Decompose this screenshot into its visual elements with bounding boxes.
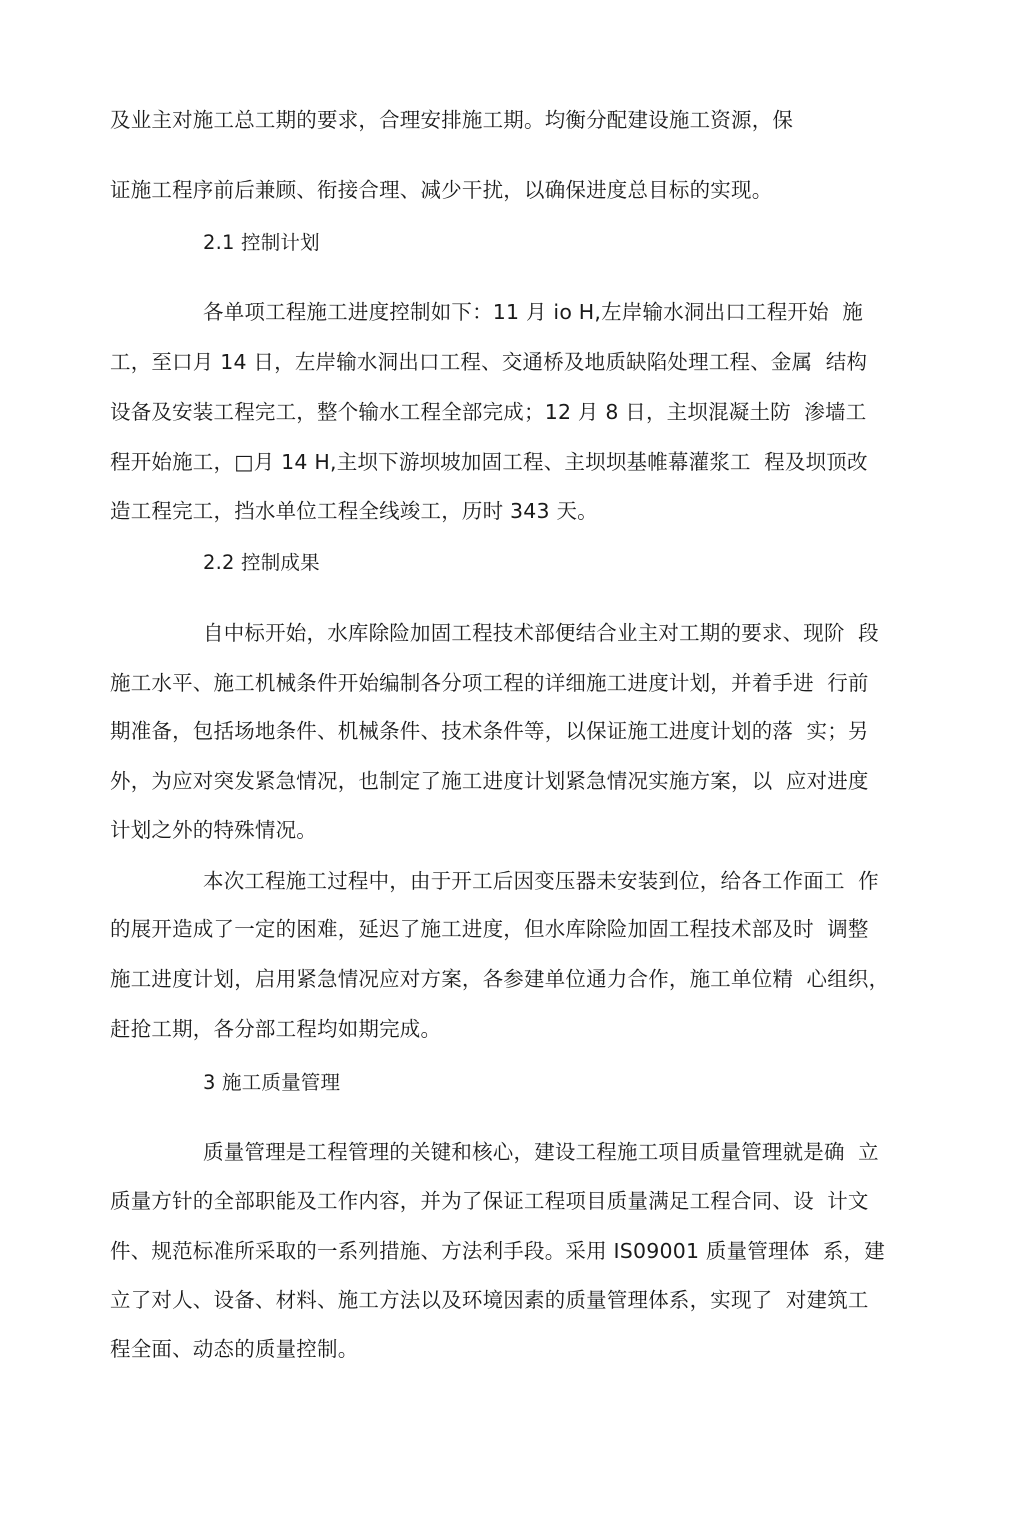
paragraph-line: 及业主对施工总工期的要求，合理安排施工期。均衡分配建设施工资源，保 [110, 108, 794, 132]
section-heading: 2.1 控制计划 [203, 231, 320, 254]
paragraph-line: 的展开造成了一定的困难，延迟了施工进度，但水库除险加固工程技术部及时 调整 [110, 917, 869, 941]
paragraph-line: 质量方针的全部职能及工作内容，并为了保证工程项目质量满足工程合同、设 计文 [110, 1189, 869, 1213]
paragraph-line: 件、规范标准所采取的一系列措施、方法利手段。采用 IS09001 质量管理体 系，建 [110, 1239, 885, 1263]
paragraph-line: 设备及安装工程完工，整个输水工程全部完成；12 月 8 日，主坝混凝土防 渗墙工 [110, 400, 867, 424]
paragraph-line: 各单项工程施工进度控制如下：11 月 io H,左岸输水洞出口工程开始 施 [203, 300, 863, 324]
paragraph-line: 计划之外的特殊情况。 [110, 818, 317, 842]
section-heading: 3 施工质量管理 [203, 1071, 341, 1094]
section-heading: 2.2 控制成果 [203, 551, 320, 574]
paragraph-line: 程开始施工，□月 14 H,主坝下游坝坡加固工程、主坝坝基帷幕灌浆工 程及坝顶改 [110, 450, 868, 474]
paragraph-line: 赶抢工期，各分部工程均如期完成。 [110, 1017, 442, 1041]
paragraph-line: 造工程完工，挡水单位工程全线竣工，历时 343 天。 [110, 499, 598, 523]
paragraph-line: 证施工程序前后兼顾、衔接合理、减少干扰，以确保进度总目标的实现。 [110, 178, 773, 202]
paragraph-line: 质量管理是工程管理的关键和核心，建设工程施工项目质量管理就是确 立 [203, 1140, 879, 1164]
paragraph-line: 期准备，包括场地条件、机械条件、技术条件等，以保证施工进度计划的落 实；另 [110, 719, 869, 743]
paragraph-line: 外，为应对突发紧急情况，也制定了施工进度计划紧急情况实施方案，以 应对进度 [110, 769, 869, 793]
paragraph-line: 工，至口月 14 日，左岸输水洞出口工程、交通桥及地质缺陷处理工程、金属 结构 [110, 350, 868, 374]
paragraph-line: 立了对人、设备、材料、施工方法以及环境因素的质量管理体系，实现了 对建筑工 [110, 1288, 869, 1312]
paragraph-line: 本次工程施工过程中，由于开工后因变压器未安装到位，给各工作面工 作 [203, 869, 879, 893]
paragraph-line: 程全面、动态的质量控制。 [110, 1337, 359, 1361]
paragraph-line: 施工进度计划，启用紧急情况应对方案，各参建单位通力合作，施工单位精 心组织， [110, 967, 890, 991]
paragraph-line: 施工水平、施工机械条件开始编制各分项工程的详细施工进度计划，并着手进 行前 [110, 671, 869, 695]
paragraph-line: 自中标开始，水库除险加固工程技术部便结合业主对工期的要求、现阶 段 [203, 621, 879, 645]
